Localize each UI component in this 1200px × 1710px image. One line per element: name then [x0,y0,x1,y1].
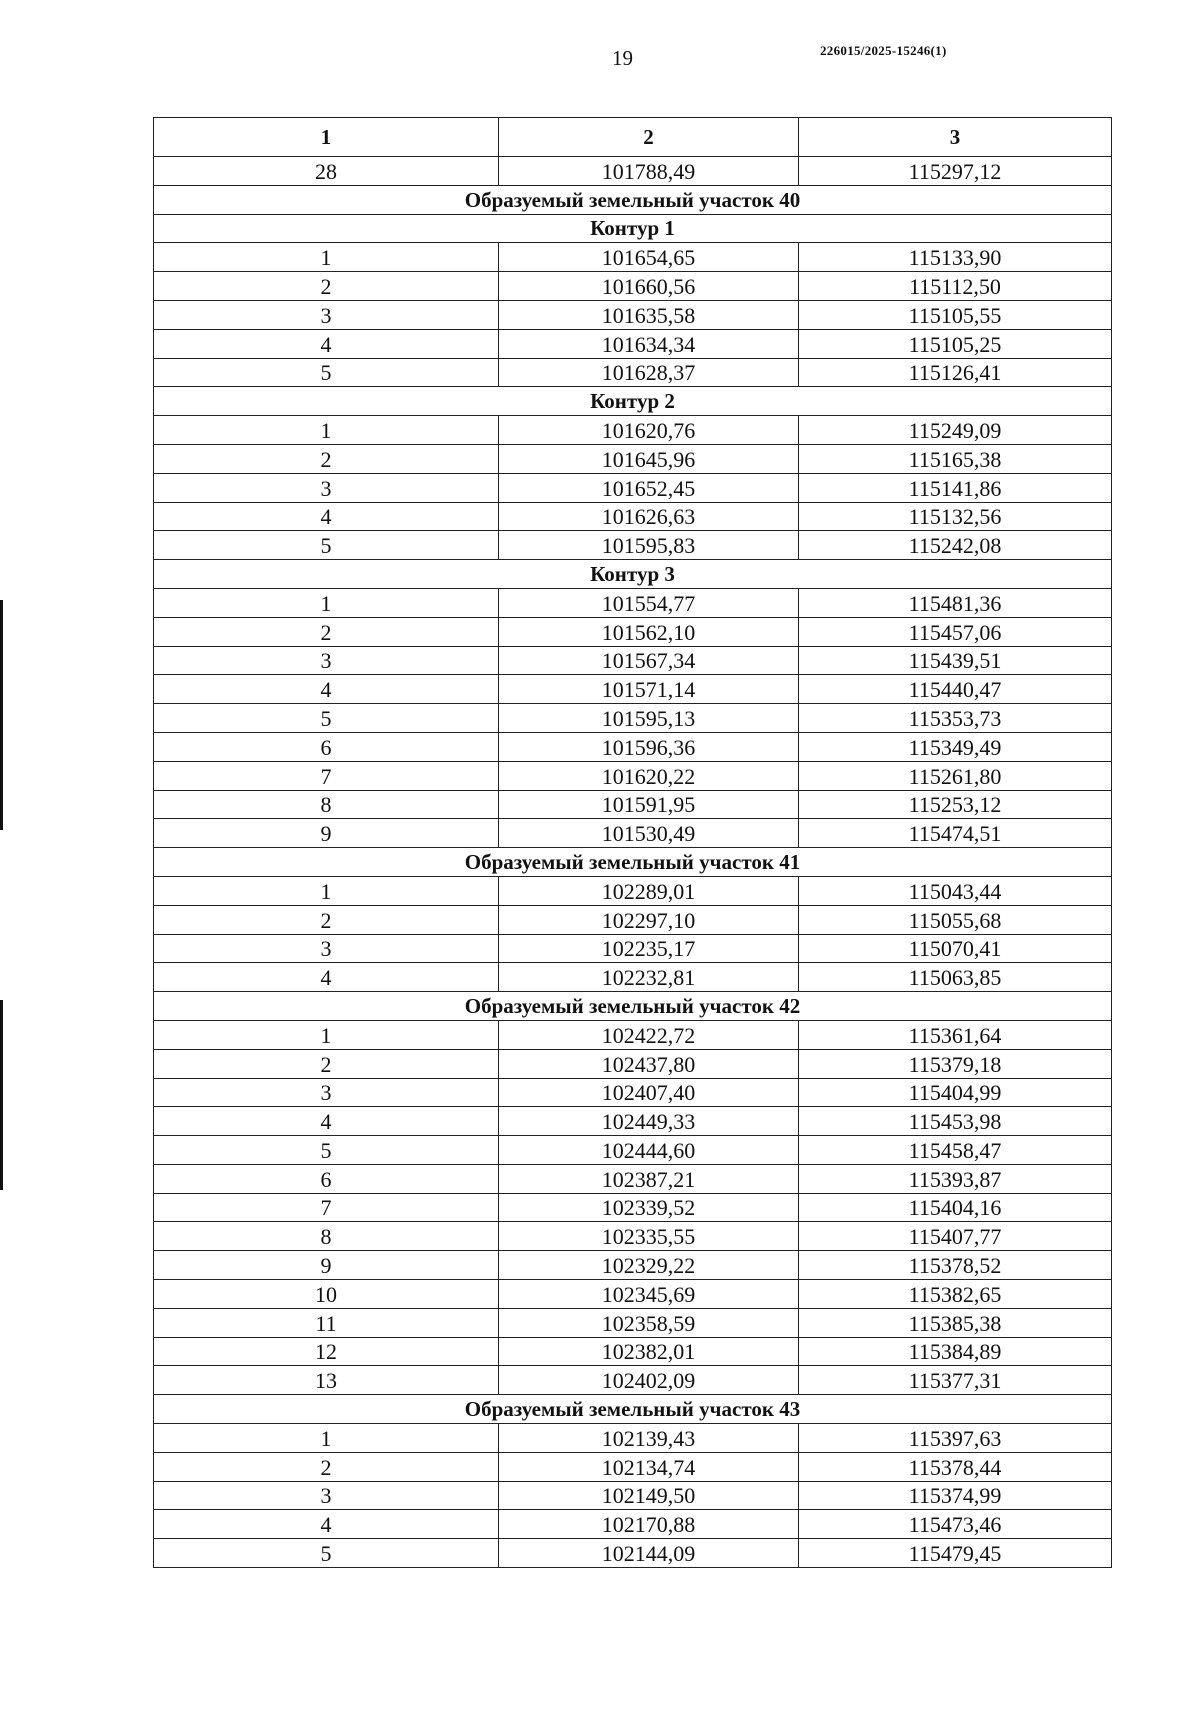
x-coordinate-cell: 102134,74 [499,1452,799,1481]
table-row [154,243,1112,272]
x-coordinate-cell: 101596,36 [499,732,799,761]
document-id: 226015/2025-15246(1) [820,43,947,58]
y-coordinate-cell: 115165,38 [799,444,1112,473]
x-coordinate-cell: 101567,34 [499,646,799,675]
point-number-cell: 5 [154,1136,499,1165]
y-coordinate-cell: 115112,50 [799,272,1112,301]
point-number-cell: 10 [154,1280,499,1309]
point-number-cell: 9 [154,1251,499,1280]
table-row [154,1510,1112,1539]
y-coordinate-cell: 115474,51 [799,819,1112,848]
y-coordinate-cell: 115453,98 [799,1107,1112,1136]
point-number-cell: 6 [154,1164,499,1193]
x-coordinate-cell: 102235,17 [499,934,799,963]
y-coordinate-cell: 115407,77 [799,1222,1112,1251]
point-number-cell: 1 [154,588,499,617]
y-coordinate-cell: 115349,49 [799,732,1112,761]
table-row [154,1251,1112,1280]
column-header: 1 [154,118,499,157]
table-row [154,300,1112,329]
table-row [154,732,1112,761]
y-coordinate-cell: 115055,68 [799,905,1112,934]
table-row [154,905,1112,934]
table-row [154,761,1112,790]
table-header-row [154,118,1112,157]
x-coordinate-cell: 102437,80 [499,1049,799,1078]
x-coordinate-cell: 102232,81 [499,963,799,992]
y-coordinate-cell: 115481,36 [799,588,1112,617]
x-coordinate-cell: 101595,13 [499,704,799,733]
point-number-cell: 2 [154,272,499,301]
table-row [154,473,1112,502]
point-number-cell: 5 [154,704,499,733]
table-row [154,1280,1112,1309]
point-number-cell: 5 [154,1539,499,1568]
x-coordinate-cell: 102297,10 [499,905,799,934]
x-coordinate-cell: 101620,76 [499,416,799,445]
y-coordinate-cell: 115261,80 [799,761,1112,790]
table-row [154,531,1112,560]
x-coordinate-cell: 102144,09 [499,1539,799,1568]
point-number-cell: 4 [154,1107,499,1136]
table-row [154,876,1112,905]
coordinates-table [153,117,1112,1568]
point-number-cell: 2 [154,1049,499,1078]
y-coordinate-cell: 115361,64 [799,1020,1112,1049]
table-row [154,1049,1112,1078]
point-number-cell: 2 [154,905,499,934]
table-row [154,157,1112,186]
point-number-cell: 28 [154,157,499,186]
section-heading: Контур 2 [154,387,1112,416]
column-header: 2 [499,118,799,157]
point-number-cell: 4 [154,1510,499,1539]
x-coordinate-cell: 101595,83 [499,531,799,560]
x-coordinate-cell: 101645,96 [499,444,799,473]
table-row [154,1424,1112,1453]
y-coordinate-cell: 115378,44 [799,1452,1112,1481]
y-coordinate-cell: 115353,73 [799,704,1112,733]
table-row [154,444,1112,473]
point-number-cell: 3 [154,1078,499,1107]
point-number-cell: 3 [154,473,499,502]
table-row [154,1193,1112,1222]
y-coordinate-cell: 115141,86 [799,473,1112,502]
x-coordinate-cell: 101788,49 [499,157,799,186]
point-number-cell: 2 [154,444,499,473]
table-body [154,157,1112,1568]
y-coordinate-cell: 115382,65 [799,1280,1112,1309]
section-row [154,848,1112,877]
x-coordinate-cell: 102402,09 [499,1366,799,1395]
table-row [154,1222,1112,1251]
y-coordinate-cell: 115249,09 [799,416,1112,445]
point-number-cell: 3 [154,934,499,963]
page-number: 19 [612,46,633,70]
point-number-cell: 8 [154,1222,499,1251]
x-coordinate-cell: 102422,72 [499,1020,799,1049]
table-row [154,1308,1112,1337]
x-coordinate-cell: 101562,10 [499,617,799,646]
point-number-cell: 7 [154,761,499,790]
section-heading: Образуемый земельный участок 42 [154,992,1112,1021]
y-coordinate-cell: 115458,47 [799,1136,1112,1165]
point-number-cell: 3 [154,300,499,329]
y-coordinate-cell: 115063,85 [799,963,1112,992]
table-row [154,1366,1112,1395]
y-coordinate-cell: 115440,47 [799,675,1112,704]
section-row [154,214,1112,243]
table-row [154,416,1112,445]
x-coordinate-cell: 102139,43 [499,1424,799,1453]
y-coordinate-cell: 115457,06 [799,617,1112,646]
table-row [154,704,1112,733]
y-coordinate-cell: 115242,08 [799,531,1112,560]
table-row [154,272,1112,301]
x-coordinate-cell: 102149,50 [499,1481,799,1510]
point-number-cell: 2 [154,617,499,646]
table-row [154,1337,1112,1366]
scan-edge-mark [0,1000,3,1190]
table-row [154,790,1112,819]
section-row [154,560,1112,589]
x-coordinate-cell: 101620,22 [499,761,799,790]
section-heading: Контур 1 [154,214,1112,243]
x-coordinate-cell: 101626,63 [499,502,799,531]
section-heading: Образуемый земельный участок 43 [154,1395,1112,1424]
section-heading: Контур 3 [154,560,1112,589]
table-row [154,1452,1112,1481]
x-coordinate-cell: 101660,56 [499,272,799,301]
table-row [154,502,1112,531]
x-coordinate-cell: 101635,58 [499,300,799,329]
x-coordinate-cell: 102449,33 [499,1107,799,1136]
scan-edge-mark [0,600,3,830]
point-number-cell: 4 [154,675,499,704]
x-coordinate-cell: 102339,52 [499,1193,799,1222]
y-coordinate-cell: 115070,41 [799,934,1112,963]
y-coordinate-cell: 115385,38 [799,1308,1112,1337]
x-coordinate-cell: 101634,34 [499,329,799,358]
point-number-cell: 9 [154,819,499,848]
table-row [154,588,1112,617]
point-number-cell: 1 [154,416,499,445]
point-number-cell: 11 [154,1308,499,1337]
y-coordinate-cell: 115378,52 [799,1251,1112,1280]
table-row [154,329,1112,358]
y-coordinate-cell: 115133,90 [799,243,1112,272]
y-coordinate-cell: 115377,31 [799,1366,1112,1395]
x-coordinate-cell: 102358,59 [499,1308,799,1337]
section-heading: Образуемый земельный участок 40 [154,185,1112,214]
table-row [154,646,1112,675]
section-row [154,1395,1112,1424]
section-row [154,185,1112,214]
y-coordinate-cell: 115439,51 [799,646,1112,675]
point-number-cell: 4 [154,963,499,992]
point-number-cell: 1 [154,1424,499,1453]
table-row [154,963,1112,992]
table-row [154,1107,1112,1136]
y-coordinate-cell: 115253,12 [799,790,1112,819]
x-coordinate-cell: 101571,14 [499,675,799,704]
x-coordinate-cell: 101530,49 [499,819,799,848]
point-number-cell: 6 [154,732,499,761]
x-coordinate-cell: 102444,60 [499,1136,799,1165]
x-coordinate-cell: 102382,01 [499,1337,799,1366]
point-number-cell: 4 [154,329,499,358]
point-number-cell: 5 [154,531,499,560]
point-number-cell: 1 [154,243,499,272]
table-row [154,934,1112,963]
y-coordinate-cell: 115043,44 [799,876,1112,905]
x-coordinate-cell: 102345,69 [499,1280,799,1309]
table-row [154,819,1112,848]
table-row [154,358,1112,387]
y-coordinate-cell: 115393,87 [799,1164,1112,1193]
x-coordinate-cell: 102407,40 [499,1078,799,1107]
point-number-cell: 7 [154,1193,499,1222]
y-coordinate-cell: 115105,25 [799,329,1112,358]
y-coordinate-cell: 115297,12 [799,157,1112,186]
point-number-cell: 13 [154,1366,499,1395]
column-header: 3 [799,118,1112,157]
table-row [154,675,1112,704]
x-coordinate-cell: 101628,37 [499,358,799,387]
table-row [154,617,1112,646]
table-row [154,1164,1112,1193]
y-coordinate-cell: 115473,46 [799,1510,1112,1539]
y-coordinate-cell: 115404,16 [799,1193,1112,1222]
y-coordinate-cell: 115374,99 [799,1481,1112,1510]
x-coordinate-cell: 101554,77 [499,588,799,617]
y-coordinate-cell: 115132,56 [799,502,1112,531]
y-coordinate-cell: 115397,63 [799,1424,1112,1453]
x-coordinate-cell: 102289,01 [499,876,799,905]
x-coordinate-cell: 101652,45 [499,473,799,502]
section-heading: Образуемый земельный участок 41 [154,848,1112,877]
point-number-cell: 12 [154,1337,499,1366]
section-row [154,992,1112,1021]
point-number-cell: 2 [154,1452,499,1481]
x-coordinate-cell: 101591,95 [499,790,799,819]
point-number-cell: 8 [154,790,499,819]
point-number-cell: 4 [154,502,499,531]
y-coordinate-cell: 115126,41 [799,358,1112,387]
y-coordinate-cell: 115479,45 [799,1539,1112,1568]
table-row [154,1481,1112,1510]
x-coordinate-cell: 102329,22 [499,1251,799,1280]
table-row [154,1078,1112,1107]
point-number-cell: 1 [154,1020,499,1049]
x-coordinate-cell: 102170,88 [499,1510,799,1539]
table-row [154,1136,1112,1165]
y-coordinate-cell: 115105,55 [799,300,1112,329]
x-coordinate-cell: 102387,21 [499,1164,799,1193]
table-row [154,1539,1112,1568]
point-number-cell: 1 [154,876,499,905]
y-coordinate-cell: 115384,89 [799,1337,1112,1366]
table-row [154,1020,1112,1049]
x-coordinate-cell: 101654,65 [499,243,799,272]
x-coordinate-cell: 102335,55 [499,1222,799,1251]
point-number-cell: 5 [154,358,499,387]
point-number-cell: 3 [154,1481,499,1510]
y-coordinate-cell: 115379,18 [799,1049,1112,1078]
section-row [154,387,1112,416]
y-coordinate-cell: 115404,99 [799,1078,1112,1107]
point-number-cell: 3 [154,646,499,675]
